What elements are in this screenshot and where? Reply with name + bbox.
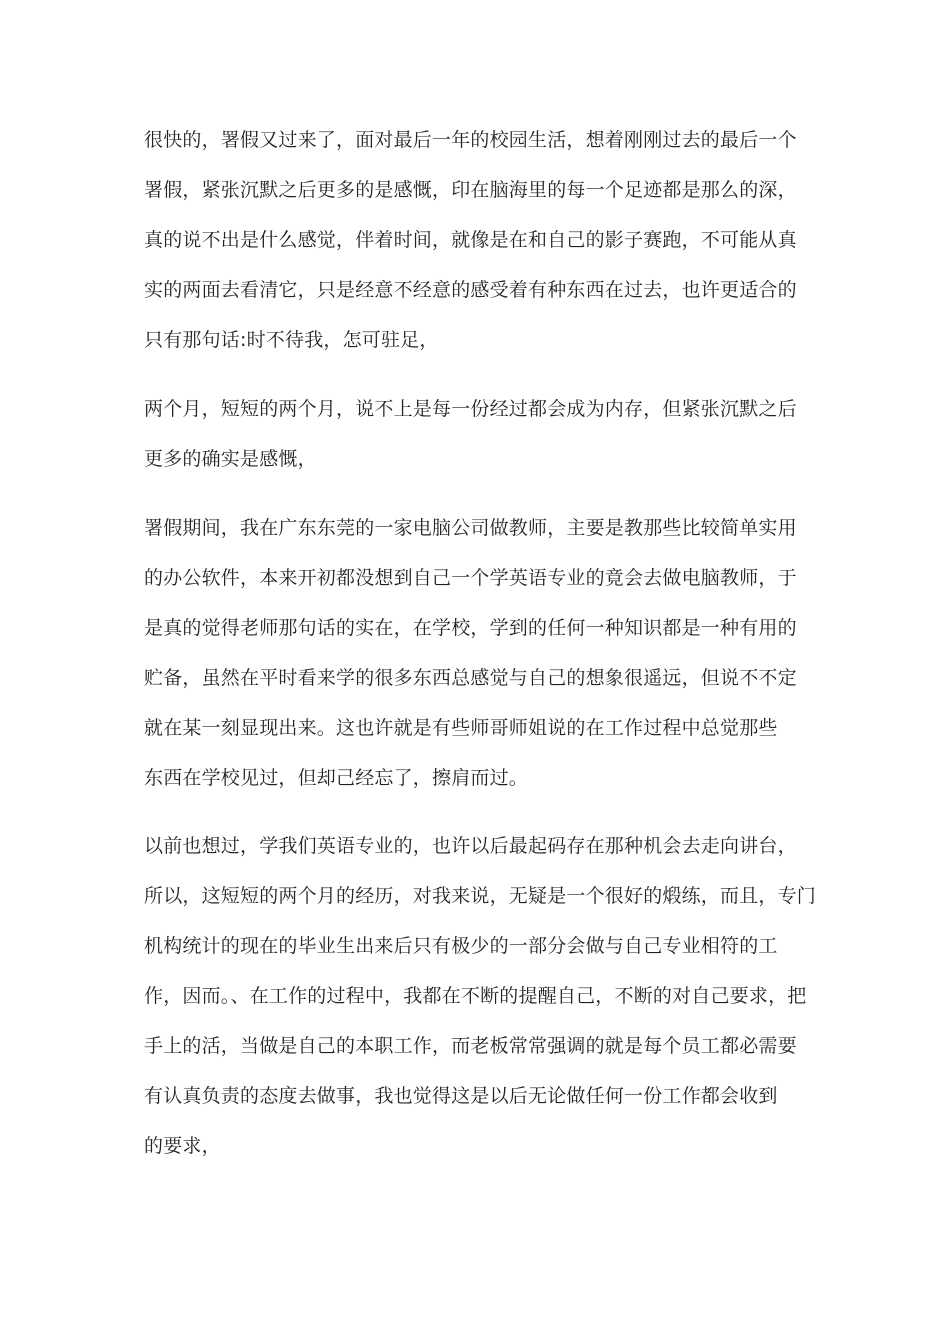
paragraph-4-line-4: 作，因而。、在工作的过程中，我都在不断的提醒自己，不断的对自己要求，把	[144, 985, 807, 1007]
paragraph-3-line-3: 是真的觉得老师那句话的实在，在学校，学到的任何一种知识都是一种有用的	[144, 617, 797, 639]
paragraph-4-line-2: 所以，这短短的两个月的经历，对我来说，无疑是一个很好的煅练，而且，专门	[144, 885, 817, 907]
paragraph-4-line-5: 手上的活，当做是自己的本职工作，而老板常常强调的就是每个员工都必需要	[144, 1035, 797, 1057]
paragraph-4-line-1: 以前也想过，学我们英语专业的，也许以后最起码存在那种机会去走向讲台，	[144, 835, 797, 857]
paragraph-3-line-2: 的办公软件，本来开初都没想到自己一个学英语专业的竟会去做电脑教师，于	[144, 567, 797, 589]
paragraph-3-line-5: 就在某一刻显现出来。这也许就是有些师哥师姐说的在工作过程中总觉那些	[144, 717, 778, 739]
paragraph-1-line-4: 实的两面去看清它，只是经意不经意的感受着有种东西在过去，也许更适合的	[144, 279, 797, 301]
paragraph-1-line-5: 只有那句话:时不待我，怎可驻足，	[144, 329, 439, 351]
paragraph-2-line-2: 更多的确实是感慨，	[144, 448, 317, 470]
paragraph-1-line-3: 真的说不出是什么感觉，伴着时间，就像是在和自己的影子赛跑，不可能从真	[144, 229, 797, 251]
paragraph-1-line-2: 署假，紧张沉默之后更多的是感慨，印在脑海里的每一个足迹都是那么的深，	[144, 179, 797, 201]
paragraph-3-line-1: 署假期间，我在广东东莞的一家电脑公司做教师，主要是教那些比较简单实用	[144, 517, 797, 539]
paragraph-1-line-1: 很快的，署假又过来了，面对最后一年的校园生活，想着刚刚过去的最后一个	[144, 129, 797, 151]
paragraph-4-line-3: 机构统计的现在的毕业生出来后只有极少的一部分会做与自己专业相符的工	[144, 935, 778, 957]
paragraph-2-line-1: 两个月，短短的两个月，说不上是每一份经过都会成为内存，但紧张沉默之后	[144, 398, 797, 420]
paragraph-4-line-6: 有认真负责的态度去做事，我也觉得这是以后无论做任何一份工作都会收到	[144, 1085, 778, 1107]
paragraph-4-line-7: 的要求，	[144, 1135, 221, 1157]
paragraph-3-line-4: 贮备，虽然在平时看来学的很多东西总感觉与自己的想象很遥远，但说不不定	[144, 667, 797, 689]
paragraph-3-line-6: 东西在学校见过，但却己经忘了，擦肩而过。	[144, 767, 529, 789]
